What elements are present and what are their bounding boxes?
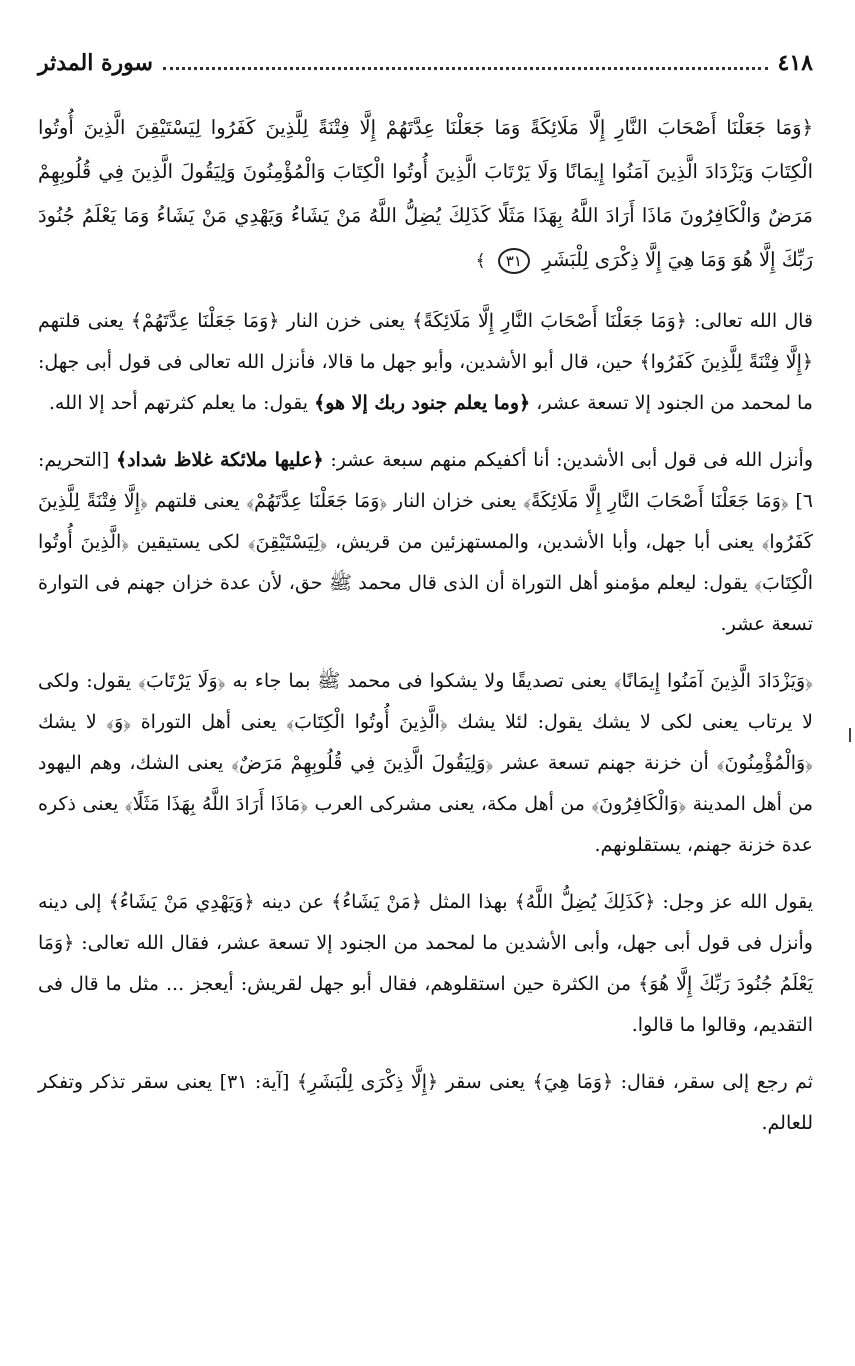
para2-text-a: وأنزل الله فى قول أبى الأشدين: أنا أكفيكم منهم سبعة عشر: — [323, 449, 813, 471]
para1-text-b: يقول: ما يعلم كثرتهم أحد إلا الله. — [48, 392, 315, 414]
para2-bold-quote: ﴿عليها ملائكة غلاظ شداد﴾ — [115, 449, 324, 471]
margin-mark — [849, 728, 851, 742]
commentary-paragraph-2 — [38, 440, 813, 645]
quran-verse — [38, 106, 813, 283]
commentary-paragraph-5: ثم رجع إلى سقر، فقال: ﴿وَمَا هِيَ﴾ يعنى سقر ﴿إِلَّا ذِكْرَى لِلْبَشَرِ﴾ [آية: ٣١] يعنى سقر تذكر وتفكر للعالم. — [38, 1071, 814, 1134]
verse-text: ﴿وَمَا جَعَلْنَا أَصْحَابَ النَّارِ إِلَّا مَلَائِكَةً وَمَا جَعَلْنَا عِدَّتَهُمْ إِلَّا فِتْنَةً لِلَّذِينَ كَفَرُوا لِيَسْتَيْقِنَ الَّذِينَ أُوتُوا الْكِتَابَ وَيَزْدَادَ الَّذِينَ آمَنُوا إِيمَانًا وَلَا يَرْتَابَ الَّذِينَ أُوتُوا الْكِتَابَ وَالْمُؤْمِنُونَ وَلِيَقُولَ الَّذِينَ فِي قُلُوبِهِمْ مَرَضٌ وَالْكَافِرُونَ مَاذَا أَرَادَ اللَّهُ بِهَذَا مَثَلًا كَذَلِكَ يُضِلُّ اللَّهُ مَنْ يَشَاءُ وَيَهْدِي مَنْ يَشَاءُ وَمَا يَعْلَمُ جُنُودَ رَبِّكَ إِلَّا هُوَ وَمَا هِيَ إِلَّا ذِكْرَى لِلْبَشَرِ — [38, 116, 813, 271]
page-number: ٤١٨ — [777, 50, 813, 76]
commentary-paragraph-4: يقول الله عز وجل: ﴿كَذَلِكَ يُضِلُّ اللَّهُ﴾ بهذا المثل ﴿مَنْ يَشَاءُ﴾ عن دينه ﴿وَيَهْدِي مَنْ يَشَاءُ﴾ إلى دينه وأنزل فى قول أبى جهل، وأبى الأشدين ما لمحمد من الجنود إلا تسعة عشر، فقال الله تعالى: ﴿وَمَا يَعْلَمُ جُنُودَ رَبِّكَ إِلَّا هُوَ﴾ من الكثرة حين استقلوهم، فقال أبو جهل لقريش: أيعجز ... مثل ما قال فى التقديم، وقالوا ما قالوا. — [38, 891, 813, 1036]
commentary-paragraph-3: ﴿وَيَزْدَادَ الَّذِينَ آمَنُوا إِيمَانًا﴾ يعنى تصديقًا ولا يشكوا فى محمد ﷺ بما جاء به ﴿وَلَا يَرْتَابَ﴾ يقول: ولكى لا يرتاب يعنى لكى لا يشك يقول: لئلا يشك ﴿الَّذِينَ أُوتُوا الْكِتَابَ﴾ يعنى أهل التوراة ﴿وَ﴾ لا يشك ﴿وَالْمُؤْمِنُونَ﴾ أن خزنة جهنم تسعة عشر ﴿وَلِيَقُولَ الَّذِينَ فِي قُلُوبِهِمْ مَرَضٌ﴾ يعنى الشك، وهم اليهود من أهل المدينة ﴿وَالْكَافِرُونَ﴾ من أهل مكة، يعنى مشركى العرب ﴿مَاذَا أَرَادَ اللَّهُ بِهَذَا مَثَلًا﴾ يعنى ذكره عدة خزنة جهنم، يستقلونهم. — [38, 670, 813, 856]
verse-close-bracket: ﴾ — [475, 251, 486, 271]
para1-bold-quote: ﴿وما يعلم جنود ربك إلا هو﴾ — [314, 392, 531, 414]
ayah-number-marker: ٣١ — [498, 248, 530, 274]
para1-text-a: قال الله تعالى: ﴿وَمَا جَعَلْنَا أَصْحَابَ النَّارِ إِلَّا مَلَائِكَةً﴾ يعنى خزن النار ﴿وَمَا جَعَلْنَا عِدَّتَهُمْ﴾ يعنى قلتهم ﴿إِلَّا فِتْنَةً لِلَّذِينَ كَفَرُوا﴾ حين، قال أبو الأشدين، وأبو جهل ما قالا، فأنزل الله تعالى فى قول أبى جهل: ما لمحمد من الجنود إلا تسعة عشر، — [38, 310, 813, 414]
page-header — [38, 50, 813, 90]
surah-title: سورة المدثر — [38, 50, 153, 76]
para2-text-b: [التحريم: ٦] ﴿وَمَا جَعَلْنَا أَصْحَابَ النَّارِ إِلَّا مَلَائِكَةً﴾ يعنى خزان النار ﴿وَمَا جَعَلْنَا عِدَّتَهُمْ﴾ يعنى قلتهم ﴿إِلَّا فِتْنَةً لِلَّذِينَ كَفَرُوا﴾ يعنى أبا جهل، وأبا الأشدين، والمستهزئين من قريش، ﴿لِيَسْتَيْقِنَ﴾ لكى يستيقين ﴿الَّذِينَ أُوتُوا الْكِتَابَ﴾ يقول: ليعلم مؤمنو أهل التوراة أن الذى قال محمد ﷺ حق، لأن عدة خزان جهنم فى التوارة تسعة عشر. — [38, 449, 813, 635]
header-dotted-leader — [163, 67, 768, 70]
commentary-paragraph-1 — [38, 301, 813, 424]
